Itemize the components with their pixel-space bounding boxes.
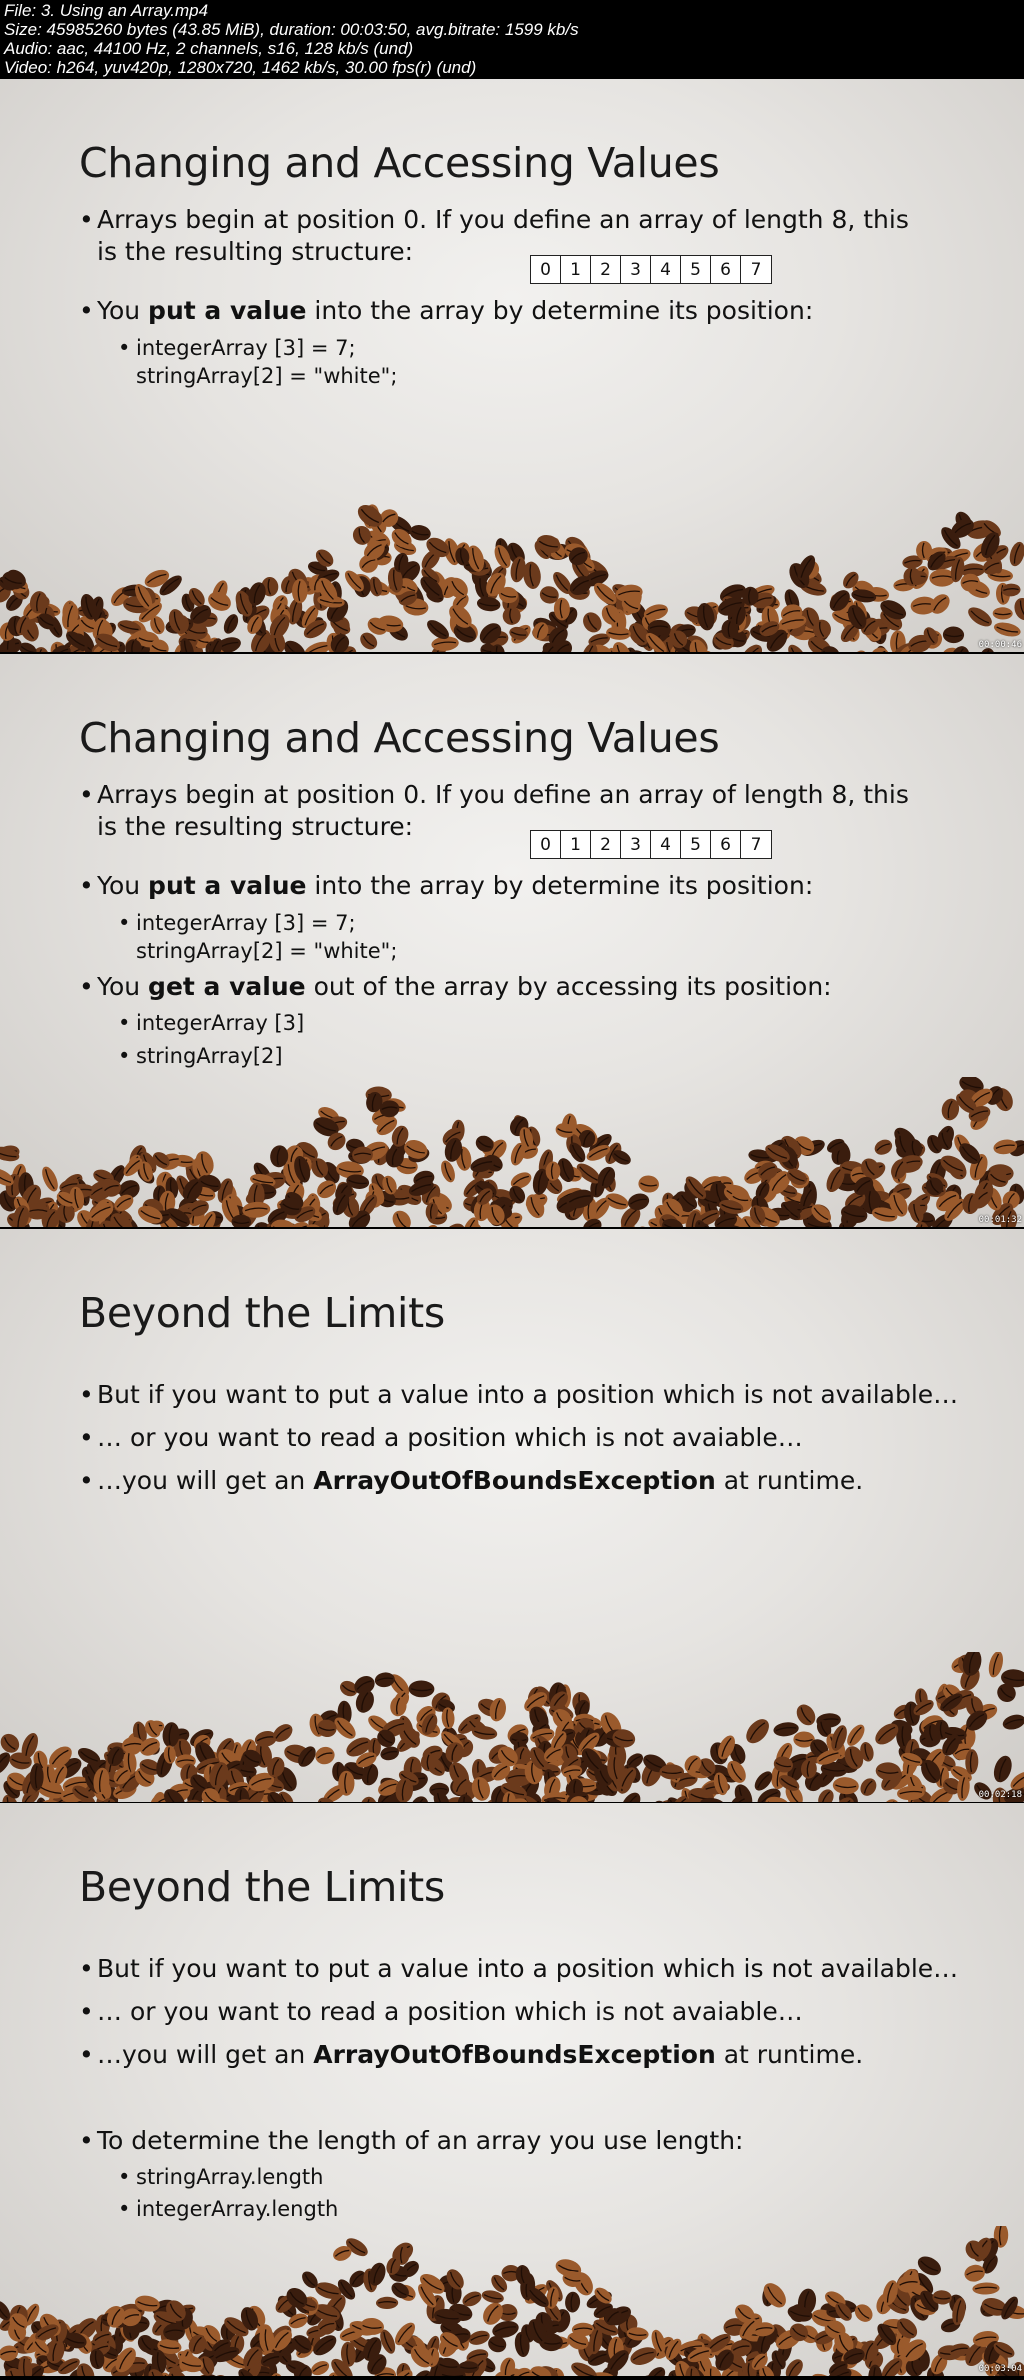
bullet-dot-icon: •: [79, 2126, 94, 2155]
bullet-item: • … or you want to read a position which is not avaiable…: [79, 1997, 803, 2026]
frame-timestamp: 00:00:46: [978, 640, 1022, 650]
array-diagram: [530, 830, 772, 859]
frame-timestamp: 00:01:32: [978, 1215, 1022, 1225]
bullet-dot-icon: •: [118, 336, 131, 360]
slide-frame-1: [0, 79, 1024, 652]
sub-bullet-item: • integerArray.length: [118, 2197, 339, 2221]
frame-timestamp: 00:02:18: [978, 1790, 1022, 1800]
sub-bullet-item: • stringArray.length: [118, 2165, 324, 2189]
array-cell: 7: [750, 259, 762, 280]
size-info: Size: 45985260 bytes (43.85 MiB), duration: 00:03:50, avg.bitrate: 1599 kb/s: [4, 20, 579, 39]
video-info-header: [0, 0, 1024, 78]
array-diagram: [530, 255, 772, 284]
bullet-dot-icon: •: [118, 2165, 131, 2189]
array-cell: 7: [750, 834, 762, 855]
array-cell: 2: [591, 831, 621, 858]
bullet-dot-icon: •: [118, 1044, 131, 1068]
array-cell: 1: [561, 831, 591, 858]
bullet-dot-icon: •: [79, 205, 94, 234]
array-cell: 4: [651, 256, 681, 283]
sub-bullet-item: • integerArray [3]: [118, 1011, 305, 1035]
bullet-item: • You put a value into the array by determine its position:: [79, 296, 814, 325]
array-cell: 3: [621, 256, 651, 283]
bullet-item: • … or you want to read a position which is not avaiable…: [79, 1423, 803, 1452]
sub-bullet-item: • integerArray [3] = 7; stringArray[2] = "white";: [118, 911, 398, 963]
slide-title: Changing and Accessing Values: [79, 714, 720, 762]
coffee-beans-image: [0, 502, 1024, 652]
coffee-beans-image: [0, 1652, 1024, 1802]
array-cell: 2: [591, 256, 621, 283]
bullet-dot-icon: •: [79, 1380, 94, 1409]
bullet-item: • …you will get an ArrayOutOfBoundsException at runtime.: [79, 1466, 864, 1495]
bullet-item: • Arrays begin at position 0. If you define an array of length 8, this is the resulting structure:: [79, 780, 909, 841]
array-cell: 0: [531, 256, 561, 283]
video-info: Video: h264, yuv420p, 1280x720, 1462 kb/s, 30.00 fps(r) (und): [4, 58, 477, 77]
bullet-dot-icon: •: [79, 871, 94, 900]
frame-timestamp: 00:03:04: [978, 2364, 1022, 2374]
file-info: File: 3. Using an Array.mp4: [4, 1, 209, 20]
bullet-item: • Arrays begin at position 0. If you define an array of length 8, this is the resulting structure:: [79, 205, 909, 266]
slide-frame-4: [0, 1803, 1024, 2376]
array-cell: 4: [651, 831, 681, 858]
slide-frame-3: [0, 1229, 1024, 1802]
array-cell: 1: [561, 256, 591, 283]
coffee-beans-image: [0, 2226, 1024, 2376]
sub-bullet-item: • integerArray [3] = 7; stringArray[2] = "white";: [118, 336, 398, 388]
bullet-item: • …you will get an ArrayOutOfBoundsException at runtime.: [79, 2040, 864, 2069]
bullet-dot-icon: •: [79, 780, 94, 809]
bullet-dot-icon: •: [79, 1997, 94, 2026]
bullet-item: • But if you want to put a value into a position which is not available…: [79, 1380, 959, 1409]
slide-title: Beyond the Limits: [79, 1289, 445, 1337]
bullet-dot-icon: •: [79, 2040, 94, 2069]
bullet-dot-icon: •: [79, 296, 94, 325]
bullet-dot-icon: •: [79, 972, 94, 1001]
bullet-dot-icon: •: [79, 1954, 94, 1983]
slide-frame-2: [0, 654, 1024, 1227]
bullet-item: • To determine the length of an array you use length:: [79, 2126, 744, 2155]
bullet-item: • But if you want to put a value into a position which is not available…: [79, 1954, 959, 1983]
array-cell: 5: [681, 256, 711, 283]
array-cell: 5: [681, 831, 711, 858]
audio-info: Audio: aac, 44100 Hz, 2 channels, s16, 128 kb/s (und): [4, 39, 414, 58]
slide-title: Beyond the Limits: [79, 1863, 445, 1911]
bullet-item: • You get a value out of the array by accessing its position:: [79, 972, 832, 1001]
array-cell: 0: [531, 831, 561, 858]
bullet-dot-icon: •: [79, 1423, 94, 1452]
array-cell: 3: [621, 831, 651, 858]
coffee-beans-image: [0, 1077, 1024, 1227]
bullet-dot-icon: •: [118, 911, 131, 935]
bullet-dot-icon: •: [118, 1011, 131, 1035]
bullet-dot-icon: •: [79, 1466, 94, 1495]
sub-bullet-item: • stringArray[2]: [118, 1044, 283, 1068]
slide-title: Changing and Accessing Values: [79, 139, 720, 187]
bullet-dot-icon: •: [118, 2197, 131, 2221]
bullet-item: • You put a value into the array by determine its position:: [79, 871, 814, 900]
array-cell: 6: [711, 256, 741, 283]
array-cell: 6: [711, 831, 741, 858]
